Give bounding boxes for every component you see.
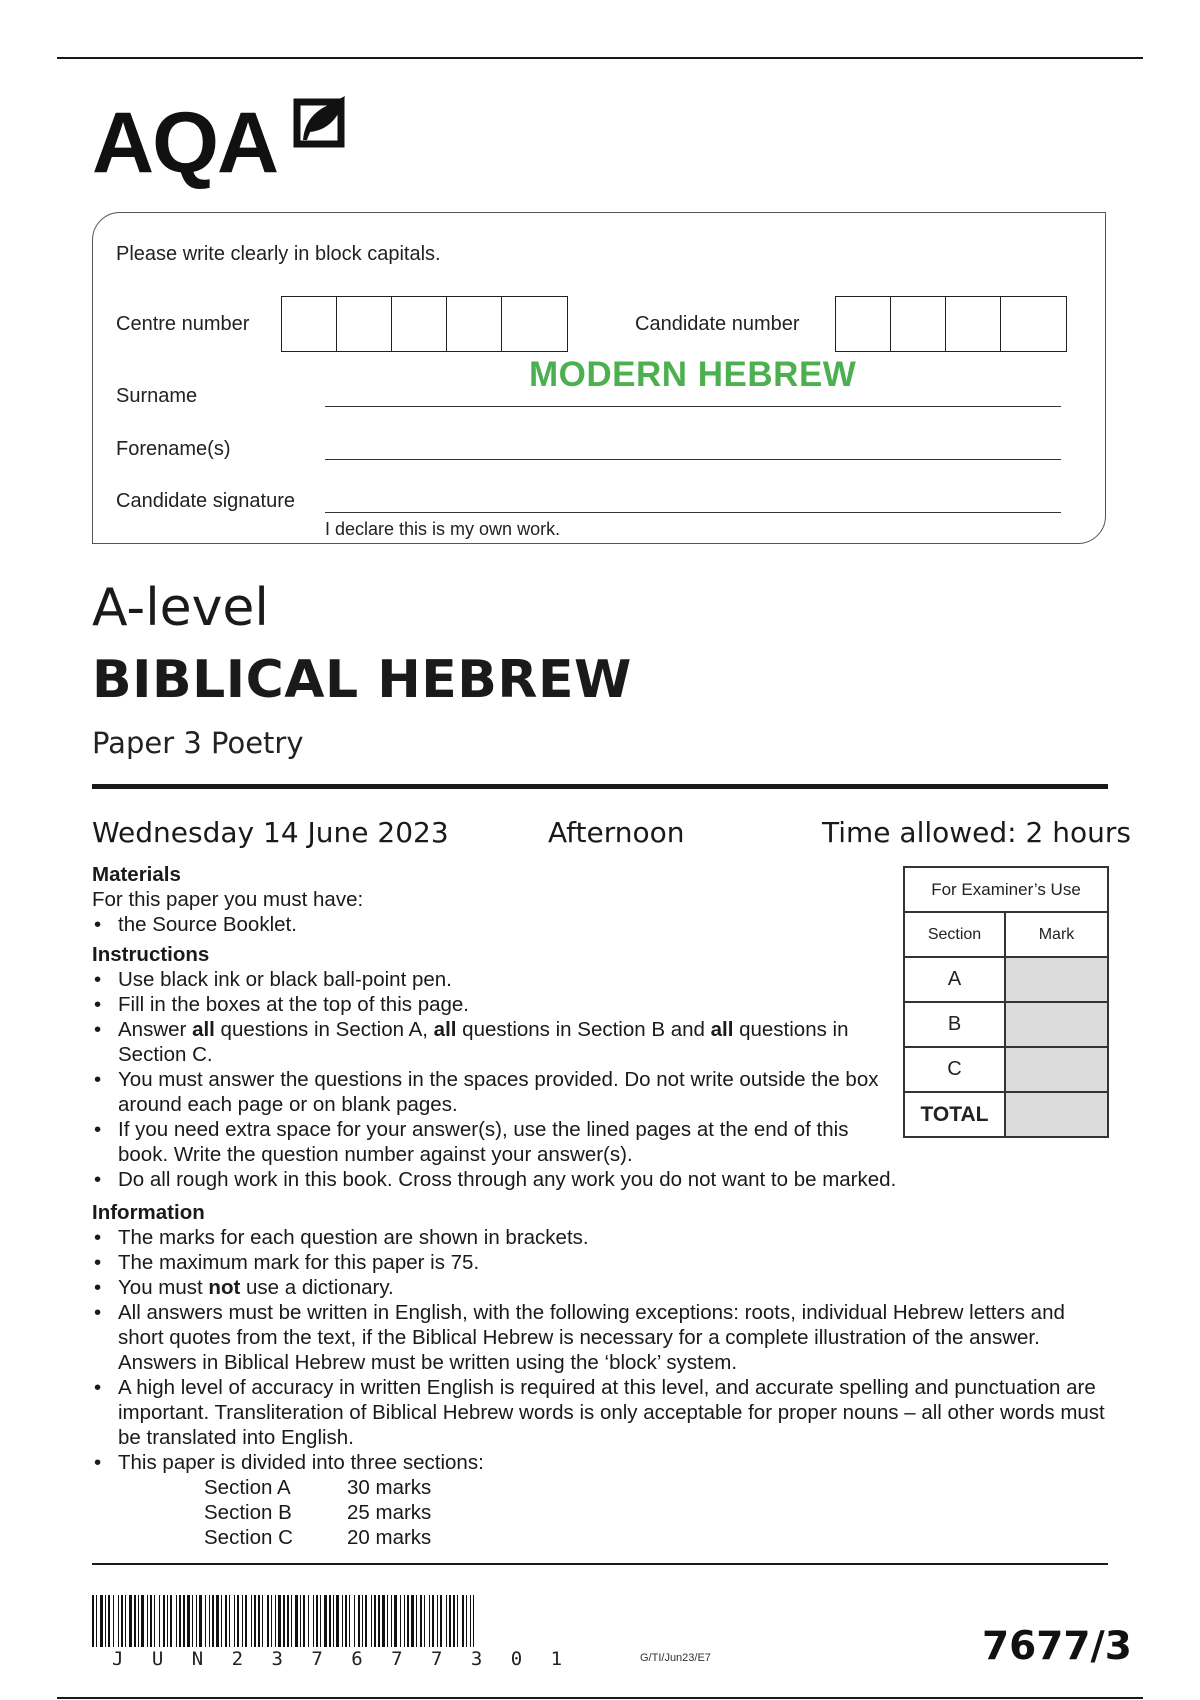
- information-item: • You must not use a dictionary.: [92, 1275, 1108, 1300]
- section-name: Section C: [204, 1526, 293, 1549]
- barcode-bar: [333, 1595, 334, 1647]
- information-item: • A high level of accuracy in written English is required at this level, and accurate spelling and punctuation are important. Transliteration of Biblical Hebrew words is only acceptable for proper nouns – all other words must be translated into English.: [92, 1375, 1108, 1450]
- barcode-bar: [176, 1595, 177, 1647]
- barcode-bar: [429, 1595, 430, 1647]
- information-section: [92, 1200, 1108, 1550]
- barcode-bar: [336, 1595, 339, 1647]
- barcode-bar: [470, 1595, 471, 1647]
- barcode-bar: [394, 1595, 397, 1647]
- candidate-digit-box[interactable]: [946, 297, 1001, 351]
- barcode-bar: [129, 1595, 132, 1647]
- instructions-heading: Instructions: [92, 943, 210, 966]
- forenames-field[interactable]: [325, 459, 1061, 460]
- information-item: • The marks for each question are shown in brackets.: [92, 1225, 1108, 1250]
- section-a-mark: [1005, 957, 1108, 1002]
- instructions-section: [92, 942, 897, 1192]
- barcode-bar: [453, 1595, 455, 1647]
- barcode-bar: [150, 1595, 152, 1647]
- barcode-bar: [221, 1595, 222, 1647]
- barcode-bar: [374, 1595, 376, 1647]
- paper-title: Paper 3 Poetry: [92, 726, 304, 760]
- subject-title: BIBLICAL HEBREW: [92, 650, 632, 710]
- barcode-bar: [303, 1595, 305, 1647]
- candidate-digit-box[interactable]: [1001, 297, 1056, 351]
- signature-field[interactable]: [325, 512, 1061, 513]
- section-a-cell: A: [904, 957, 1005, 1002]
- barcode-bar: [295, 1595, 298, 1647]
- barcode-bar: [242, 1595, 243, 1647]
- signature-label: Candidate signature: [116, 490, 296, 512]
- barcode-bar: [170, 1595, 172, 1647]
- barcode-bar: [216, 1595, 219, 1647]
- barcode-bar: [245, 1595, 247, 1647]
- barcode-bar: [324, 1595, 327, 1647]
- barcode-bar: [342, 1595, 343, 1647]
- block-capitals-instruction: Please write clearly in block capitals.: [116, 243, 441, 265]
- barcode-bar: [159, 1595, 160, 1647]
- barcode-bar: [92, 1595, 94, 1647]
- barcode-bar: [420, 1595, 422, 1647]
- barcode-bar: [258, 1595, 260, 1647]
- candidate-digit-box[interactable]: [836, 297, 891, 351]
- centre-digit-box[interactable]: [502, 297, 557, 351]
- barcode-bar: [378, 1595, 380, 1647]
- information-item: • This paper is divided into three sections:: [92, 1450, 1108, 1475]
- barcode-bar: [407, 1595, 409, 1647]
- barcode-bar: [209, 1595, 210, 1647]
- section-b-mark: [1005, 1002, 1108, 1047]
- barcode-bar: [183, 1595, 185, 1647]
- instruction-item: • You must answer the questions in the spaces provided. Do not write outside the box around each page or on blank pages.: [92, 1067, 892, 1117]
- declaration-text: I declare this is my own work.: [325, 519, 561, 539]
- barcode-bar: [449, 1595, 451, 1647]
- information-item: • All answers must be written in English, with the following exceptions: roots, individual Hebrew letters and short quotes from the text, if the Biblical Hebrew is necessary for a complete illustration of the answer. Answers in Biblical Hebrew must be written using the ‘block’ system.: [92, 1300, 1108, 1375]
- centre-number-label: Centre number: [116, 313, 250, 335]
- barcode-bar: [462, 1595, 464, 1647]
- section-c-mark: [1005, 1047, 1108, 1092]
- barcode-bar: [416, 1595, 417, 1647]
- section-marks: 25 marks: [347, 1501, 432, 1524]
- barcode-bar: [313, 1595, 314, 1647]
- barcode-bar: [457, 1595, 458, 1647]
- bottom-rule: [57, 1697, 1143, 1699]
- barcode-bar: [440, 1595, 442, 1647]
- barcode-bar: [125, 1595, 126, 1647]
- aqa-logo-text: AQA: [92, 95, 278, 191]
- barcode-bar: [362, 1595, 363, 1647]
- barcode-bar: [96, 1595, 97, 1647]
- section-marks: 20 marks: [347, 1526, 432, 1549]
- centre-digit-box[interactable]: [337, 297, 392, 351]
- barcode-bar: [134, 1595, 136, 1647]
- barcode-bar: [382, 1595, 385, 1647]
- barcode-bar: [229, 1595, 230, 1647]
- barcode-digits: J U N 2 3 7 6 7 7 3 0 1: [112, 1648, 571, 1670]
- barcode-bar: [118, 1595, 119, 1647]
- centre-digit-box[interactable]: [447, 297, 502, 351]
- barcode-bar: [187, 1595, 190, 1647]
- barcode-bar: [287, 1595, 289, 1647]
- barcode-bar: [437, 1595, 438, 1647]
- mark-column-header: Mark: [1005, 912, 1108, 957]
- materials-heading: Materials: [92, 863, 181, 886]
- barcode-bar: [308, 1595, 309, 1647]
- instruction-item: • Answer all questions in Section A, all questions in Section B and all questions in Section C.: [92, 1017, 892, 1067]
- barcode-bar: [275, 1595, 276, 1647]
- barcode-bar: [432, 1595, 434, 1647]
- barcode-bar: [283, 1595, 285, 1647]
- barcode-bar: [387, 1595, 388, 1647]
- modern-hebrew-overlay: MODERN HEBREW: [529, 355, 857, 394]
- barcode-bar: [121, 1595, 123, 1647]
- barcode-bar: [391, 1595, 392, 1647]
- barcode-bar: [179, 1595, 181, 1647]
- section-marks-row: [204, 1500, 431, 1525]
- barcode-bar: [138, 1595, 139, 1647]
- examiners-use-table: [903, 866, 1109, 1138]
- barcode-bar: [237, 1595, 239, 1647]
- candidate-number-label: Candidate number: [635, 313, 800, 335]
- surname-label: Surname: [116, 385, 198, 407]
- information-item: • The maximum mark for this paper is 75.: [92, 1250, 1108, 1275]
- barcode-bar: [167, 1595, 168, 1647]
- instruction-item: • If you need extra space for your answer(s), use the lined pages at the end of this book. Write the question number against your answer(s).: [92, 1117, 892, 1167]
- instruction-item: • Use black ink or black ball-point pen.: [92, 967, 892, 992]
- barcode-bar: [358, 1595, 360, 1647]
- barcode-bar: [267, 1595, 269, 1647]
- time-allowed: Time allowed: 2 hours: [822, 816, 1131, 849]
- exam-date: Wednesday 14 June 2023: [92, 816, 449, 849]
- centre-digit-box[interactable]: [392, 297, 447, 351]
- barcode-bar: [199, 1595, 202, 1647]
- barcode-bar: [354, 1595, 355, 1647]
- barcode-image: [92, 1595, 474, 1647]
- section-marks-table: [204, 1475, 431, 1550]
- section-name: Section A: [204, 1476, 291, 1499]
- title-divider: [92, 784, 1108, 789]
- barcode-bar: [345, 1595, 347, 1647]
- section-marks-row: [204, 1525, 431, 1550]
- barcode-bar: [271, 1595, 272, 1647]
- barcode-bar: [446, 1595, 447, 1647]
- top-rule: [57, 57, 1143, 59]
- barcode-bar: [205, 1595, 206, 1647]
- exam-session: Afternoon: [548, 816, 685, 849]
- barcode-bar: [225, 1595, 227, 1647]
- barcode-bar: [404, 1595, 405, 1647]
- barcode-bar: [196, 1595, 197, 1647]
- section-b-cell: B: [904, 1002, 1005, 1047]
- examiners-use-title: For Examiner’s Use: [904, 867, 1108, 912]
- barcode-bar: [424, 1595, 425, 1647]
- barcode-bar: [100, 1595, 103, 1647]
- barcode-bar: [320, 1595, 321, 1647]
- centre-digit-box[interactable]: [282, 297, 337, 351]
- instruction-item: • Do all rough work in this book. Cross through any work you do not want to be marked.: [92, 1167, 1008, 1192]
- section-marks-row: [204, 1475, 431, 1500]
- barcode-bar: [147, 1595, 148, 1647]
- materials-item: • the Source Booklet.: [92, 912, 892, 937]
- barcode-bar: [411, 1595, 414, 1647]
- barcode-bar: [291, 1595, 292, 1647]
- materials-section: [92, 862, 892, 937]
- aqa-logo: [92, 92, 362, 191]
- barcode-bar: [371, 1595, 372, 1647]
- barcode-bar: [108, 1595, 110, 1647]
- aqa-leaf-icon: [293, 92, 349, 150]
- surname-field[interactable]: [325, 406, 1061, 407]
- barcode-bar: [154, 1595, 155, 1647]
- paper-code: 7677/3: [982, 1624, 1132, 1669]
- barcode-bar: [316, 1595, 318, 1647]
- candidate-digit-box[interactable]: [891, 297, 946, 351]
- barcode-bar: [212, 1595, 214, 1647]
- barcode-bar: [234, 1595, 235, 1647]
- total-mark: [1005, 1092, 1108, 1137]
- qualification-level: A-level: [92, 578, 269, 638]
- barcode-bar: [163, 1595, 165, 1647]
- footer-rule: [92, 1563, 1108, 1565]
- forenames-label: Forename(s): [116, 438, 231, 460]
- section-column-header: Section: [904, 912, 1005, 957]
- total-label: TOTAL: [904, 1092, 1005, 1137]
- section-name: Section B: [204, 1501, 292, 1524]
- barcode-bar: [349, 1595, 350, 1647]
- information-heading: Information: [92, 1201, 205, 1224]
- barcode-bar: [141, 1595, 144, 1647]
- barcode-bar: [400, 1595, 401, 1647]
- section-c-cell: C: [904, 1047, 1005, 1092]
- centre-number-boxes[interactable]: [281, 296, 568, 352]
- section-marks: 30 marks: [347, 1476, 432, 1499]
- barcode-bar: [473, 1595, 474, 1647]
- barcode-bar: [365, 1595, 367, 1647]
- barcode-bar: [300, 1595, 301, 1647]
- barcode-bar: [466, 1595, 467, 1647]
- barcode-bar: [192, 1595, 193, 1647]
- materials-intro: For this paper you must have:: [92, 888, 364, 911]
- candidate-number-boxes[interactable]: [835, 296, 1067, 352]
- barcode-bar: [113, 1595, 114, 1647]
- barcode-bar: [254, 1595, 256, 1647]
- barcode-bar: [329, 1595, 331, 1647]
- candidate-details-box: [92, 212, 1106, 544]
- paper-reference: G/TI/Jun23/E7: [640, 1652, 711, 1664]
- barcode-bar: [262, 1595, 263, 1647]
- instruction-item: • Fill in the boxes at the top of this page.: [92, 992, 892, 1017]
- barcode-bar: [105, 1595, 106, 1647]
- barcode-bar: [278, 1595, 281, 1647]
- barcode-bar: [251, 1595, 252, 1647]
